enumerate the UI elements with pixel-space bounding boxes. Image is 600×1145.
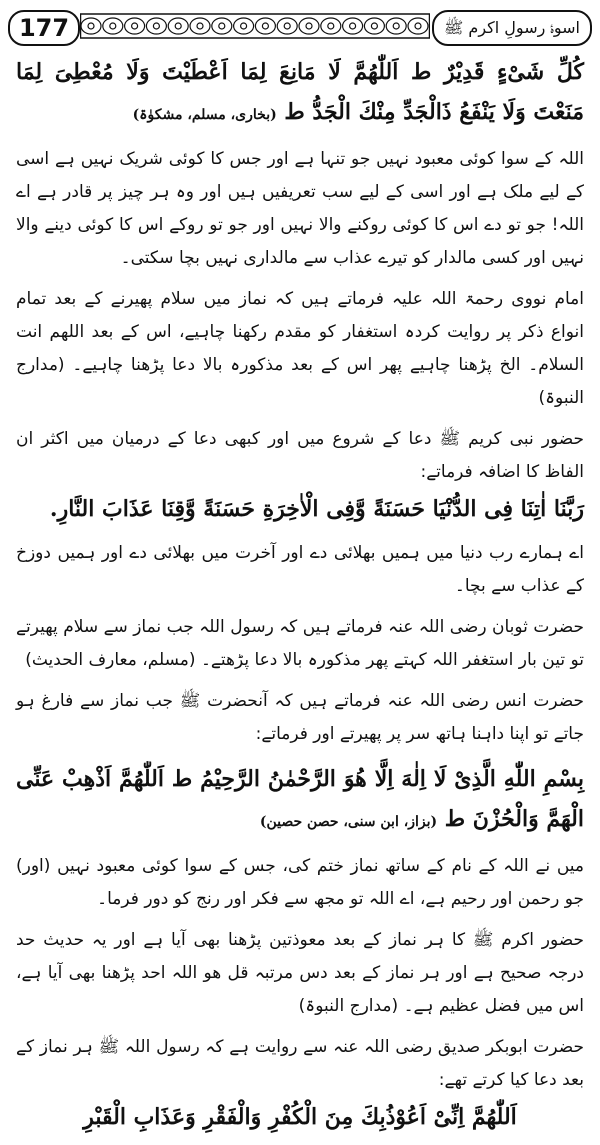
arabic-dua-2 [16,759,584,842]
arabic-line: كُلِّ شَىْءٍ قَدِيْرٌ ط اَللّٰهُمَّ لَا مَانِعَ لِمَا اَعْطَيْتَ وَلَا مُعْطِىَ لِمَا مَنَعْتَ وَلَا يَنْفَعُ ذَالْجَدِّ مِنْكَ الْجَدُّ ط [16,59,584,125]
urdu-paragraph: اللہ کے سوا کوئی معبود نہیں جو تنہا ہے اور جس کا کوئی شریک نہیں ہے اسی کے لیے ملک ہے اور اسی کے لیے سب تعریفیں ہیں اور وہ ہر چیز پر قادر ہے اے اللہ! جو تو دے اس کا کوئی روکنے والا نہیں اور جو تو روکے اس کا کوئی دینے والا نہیں اور کسی مالدار کو تیرے عذاب سے مالداری نہیں بچا سکتی۔ [16,149,584,268]
urdu-paragraph: حضور نبی کریم ﷺ دعا کے شروع میں اور کبھی دعا کے درمیان میں اکثر ان الفاظ کا اضافہ فرماتے: [16,429,584,482]
paragraph-muawwidhatayn [16,924,584,1023]
arabic-dua-1 [16,52,584,135]
urdu-paragraph: امام نووی رحمۃ اللہ علیہ فرماتے ہیں کہ نماز میں سلام پھیرنے کے بعد تمام انواع ذکر پر روایت کردہ استغفار کو مقدم رکھنا چاہیے، اس کے بعد اللھم انت السلام۔ الخ پڑھنا چاہیے پھر اس کے بعد مذکورہ بالا دعا پڑھنا چاہیے۔ (مدارج النبوۃ) [16,289,584,408]
page-content [16,52,584,1145]
paragraph-anas [16,685,584,751]
translation-2 [16,537,584,603]
urdu-paragraph: میں نے اللہ کے نام کے ساتھ نماز ختم کی، جس کے سوا کوئی معبود نہیں (اور) جو رحمن اور رحیم ہے، اے اللہ تو مجھ سے فکر اور رنج کو دور فرما۔ [16,856,584,909]
translation-3 [16,850,584,916]
page-number: 177 [8,10,80,46]
arabic-line: اَللّٰهُمَّ اِنِّىْ اَعُوْذُبِكَ مِنَ الْكُفْرِ وَالْفَقْرِ وَعَذَابِ الْقَبْرِ [83,1104,517,1130]
arabic-text [16,52,584,135]
arabic-text [16,759,584,842]
paragraph-thawban [16,611,584,677]
page-header [0,0,600,46]
urdu-paragraph: حضرت انس رضی اللہ عنہ فرماتے ہیں کہ آنحضرت ﷺ جب نماز سے فارغ ہو جاتے تو اپنا داہنا ہاتھ سر پر پھیرتے اور فرماتے: [16,691,584,744]
urdu-paragraph: حضور اکرم ﷺ کا ہر نماز کے بعد معوذتین پڑھنا بھی آیا ہے اور یہ حدیث حد درجہ صحیح ہے اور ہر نماز کے بعد دس مرتبہ قل ھو اللہ احد پڑھنا بھی آیا ہے، اس میں فضل عظیم ہے۔ (مدارج النبوۃ) [16,930,584,1016]
urdu-paragraph: حضرت ثوبان رضی اللہ عنہ فرماتے ہیں کہ رسول اللہ جب نماز سے سلام پھیرتے تو تین بار استغفر اللہ کہتے پھر مذکورہ بالا دعا پڑھتے۔ (مسلم، معارف الحدیث) [16,617,584,670]
reference: (بخاری، مسلم، مشکوٰۃ) [132,107,277,123]
book-title: اسوۂ رسولِ اکرم ﷺ [432,10,592,46]
translation-1 [16,143,584,275]
reference: (بزاز، ابن سنی، حصن حصین) [259,814,438,830]
paragraph-addition [16,423,584,529]
paragraph-imam-nawawi [16,283,584,415]
header-ornament [80,12,430,40]
urdu-paragraph: اے ہمارے رب دنیا میں ہمیں بھلائی دے اور آخرت میں بھلائی دے اور ہمیں دوزخ کے عذاب سے بچا۔ [16,543,584,596]
paragraph-abu-bakr [16,1031,584,1137]
arabic-line: رَبَّنَا اٰتِنَا فِى الدُّنْيَا حَسَنَةً وَّفِى الْاٰخِرَةِ حَسَنَةً وَّقِنَا عَذَابَ النَّارِ. [49,496,584,522]
urdu-paragraph: حضرت ابوبکر صدیق رضی اللہ عنہ سے روایت ہے کہ رسول اللہ ﷺ ہر نماز کے بعد دعا کیا کرتے تھے: [16,1037,584,1090]
arabic-line: بِسْمِ اللّٰهِ الَّذِىْ لَا اِلٰهَ اِلَّا هُوَ الرَّحْمٰنُ الرَّحِيْمُ ط اَللّٰهُمَّ اَذْهِبْ عَنِّى الْهَمَّ وَالْحُزْنَ ط [16,766,584,832]
